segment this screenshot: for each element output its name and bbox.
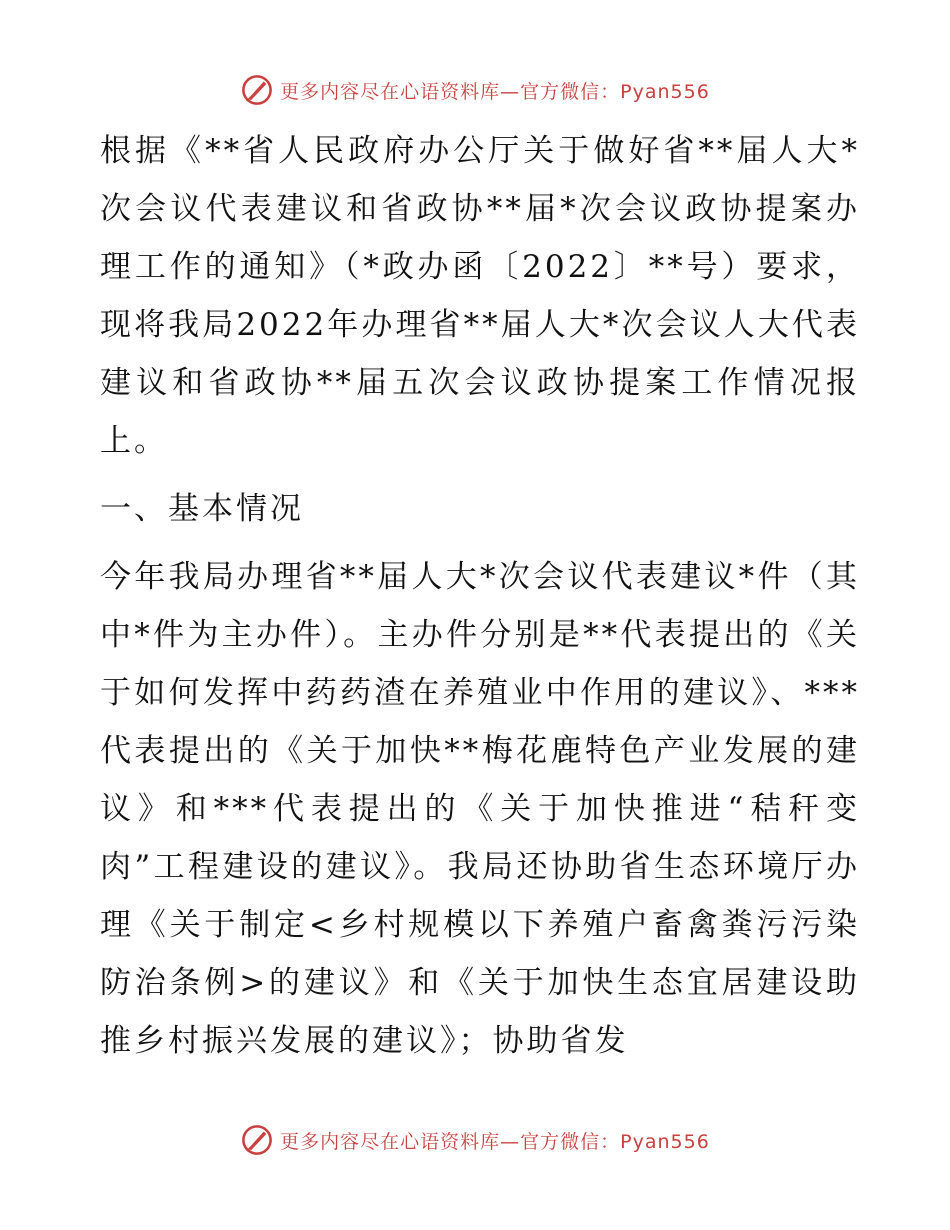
quill-circle-logo-icon [240,73,274,107]
paragraph-intro: 根据《**省人民政府办公厅关于做好省**届人大*次会议代表建议和省政协**届*次会议政协提案办理工作的通知》（*政办函〔2022〕**号）要求，现将我局2022年办理省**届人大*次会议人大代表建议和省政协**届五次会议政协提案工作情况报上。 [100,133,860,459]
watermark-text: 更多内容尽在心语资料库—官方微信：Pyan556 [280,80,710,103]
quill-circle-logo-icon [240,1123,274,1157]
watermark-header [0,70,950,110]
watermark-footer [0,1120,950,1160]
watermark-text: 更多内容尽在心语资料库—官方微信：Pyan556 [280,1130,710,1153]
paragraph-basic-situation: 今年我局办理省**届人大*次会议代表建议*件（其中*件为主办件）。主办件分别是**代表提出的《关于如何发挥中药药渣在养殖业中作用的建议》、***代表提出的《关于加快**梅花鹿特色产业发展的建议》和***代表提出的《关于加快推进“秸秆变肉”工程建设的建议》。我局还协助省生态环境厅办理《关于制定<乡村规模以下养殖户畜禽粪污污染防治条例>的建议》和《关于加快生态宜居建设助推乡村振兴发展的建议》；协助省发 [100,559,860,1059]
document-body [100,122,860,1070]
section-heading-basic-situation: 一、基本情况 [100,491,304,527]
